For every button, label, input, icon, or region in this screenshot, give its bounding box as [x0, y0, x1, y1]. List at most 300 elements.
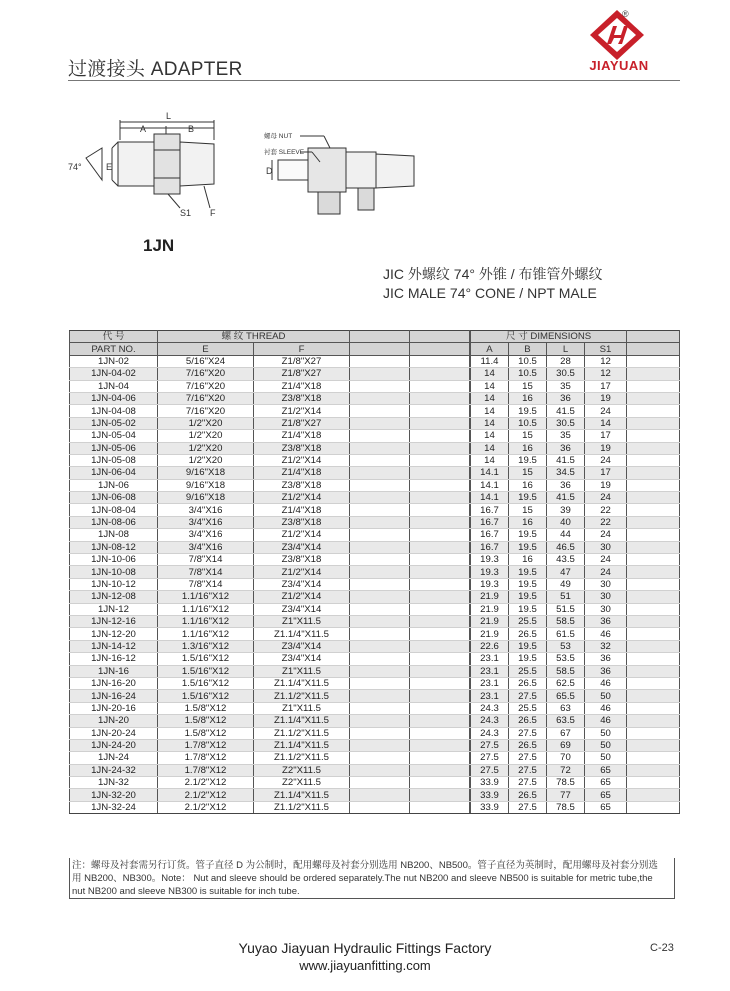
thread-f-cell: Z3/8"X18 [254, 392, 350, 404]
dim-l-cell: 41.5 [547, 492, 585, 504]
dim-a-cell: 27.5 [471, 739, 509, 751]
dim-s1-cell: 36 [585, 665, 627, 677]
part-no-cell: 1JN-05-02 [70, 417, 158, 429]
dim-a-cell: 19.3 [471, 578, 509, 590]
dim-l-cell: 53 [547, 640, 585, 652]
thread-f-cell: Z1/4"X18 [254, 467, 350, 479]
thread-e-cell: 9/16"X18 [158, 492, 254, 504]
dim-b-cell: 19.5 [509, 603, 547, 615]
empty-cell [410, 566, 470, 578]
thread-f-cell: Z1.1/2"X11.5 [254, 752, 350, 764]
empty-cell [350, 368, 410, 380]
empty-cell [410, 554, 470, 566]
table-row [70, 578, 680, 590]
empty-cell [410, 442, 470, 454]
part-no-cell: 1JN-24-20 [70, 739, 158, 751]
part-no-cell: 1JN-02 [70, 355, 158, 367]
dim-b-cell: 26.5 [509, 739, 547, 751]
empty-cell [627, 801, 680, 813]
empty-cell [350, 715, 410, 727]
part-no-cell: 1JN-12-08 [70, 591, 158, 603]
note-line-1: 注：螺母及衬套需另行订货。管子直径 D 为公制时，配用螺母及衬套分别选用 NB200、NB500。管子直径为英制时，配用螺母及衬套分别选 [72, 860, 658, 871]
dim-s1-label: S1 [180, 208, 192, 218]
thread-f-cell: Z1/2"X14 [254, 566, 350, 578]
thread-f-cell: Z1.1/4"X11.5 [254, 739, 350, 751]
table-row [70, 777, 680, 789]
part-no-cell: 1JN-08-04 [70, 504, 158, 516]
table-row [70, 752, 680, 764]
col-l-header: L [547, 343, 585, 355]
dim-s1-cell: 12 [585, 368, 627, 380]
dim-l-cell: 47 [547, 566, 585, 578]
table-row [70, 392, 680, 404]
dim-s1-cell: 24 [585, 405, 627, 417]
dim-b-cell: 16 [509, 554, 547, 566]
thread-f-cell: Z1"X11.5 [254, 665, 350, 677]
empty-cell [627, 578, 680, 590]
dim-l-cell: 63 [547, 702, 585, 714]
dim-f-label: F [210, 208, 216, 218]
empty-cell [410, 516, 470, 528]
empty-cell [410, 665, 470, 677]
dim-l-cell: 53.5 [547, 653, 585, 665]
part-no-cell: 1JN-12-20 [70, 628, 158, 640]
dim-l-cell: 58.5 [547, 615, 585, 627]
header-rule [68, 80, 680, 81]
dim-b-cell: 15 [509, 430, 547, 442]
part-no-cell: 1JN-16-24 [70, 690, 158, 702]
dim-s1-cell: 30 [585, 591, 627, 603]
part-no-cell: 1JN-16-12 [70, 653, 158, 665]
thread-f-cell: Z3/8"X18 [254, 516, 350, 528]
dim-l-cell: 41.5 [547, 454, 585, 466]
model-code: 1JN [143, 236, 175, 255]
thread-e-cell: 7/8"X14 [158, 566, 254, 578]
empty-cell [350, 578, 410, 590]
empty-cell [410, 653, 470, 665]
table-row [70, 615, 680, 627]
empty-cell [627, 566, 680, 578]
table-row [70, 603, 680, 615]
empty-cell [410, 640, 470, 652]
table-row [70, 628, 680, 640]
empty-cell [350, 640, 410, 652]
thread-f-cell: Z1.1/2"X11.5 [254, 801, 350, 813]
thread-f-cell: Z1/2"X14 [254, 405, 350, 417]
part-no-cell: 1JN-32 [70, 777, 158, 789]
thread-e-cell: 1.7/8"X12 [158, 764, 254, 776]
part-no-cell: 1JN-06-08 [70, 492, 158, 504]
empty-cell [410, 578, 470, 590]
dim-b-cell: 19.5 [509, 578, 547, 590]
table-row [70, 380, 680, 392]
table-row [70, 801, 680, 813]
thread-e-cell: 3/4"X16 [158, 541, 254, 553]
dim-a-cell: 14 [471, 430, 509, 442]
nut-label: 螺母 NUT [264, 133, 293, 140]
dim-l-cell: 62.5 [547, 677, 585, 689]
part-no-cell: 1JN-05-08 [70, 454, 158, 466]
dim-b-cell: 27.5 [509, 777, 547, 789]
thread-e-cell: 1.7/8"X12 [158, 739, 254, 751]
empty-cell [627, 764, 680, 776]
dim-a-cell: 16.7 [471, 541, 509, 553]
thread-e-cell: 1.5/16"X12 [158, 653, 254, 665]
col-s1-header: S1 [585, 343, 627, 355]
thread-f-cell: Z3/8"X18 [254, 442, 350, 454]
empty-cell [410, 504, 470, 516]
col-e-header: E [158, 343, 254, 355]
empty-cell [350, 467, 410, 479]
empty-cell [627, 430, 680, 442]
thread-f-cell: Z1/8"X27 [254, 417, 350, 429]
part-no-cell: 1JN-06-04 [70, 467, 158, 479]
thread-e-cell: 1.5/8"X12 [158, 702, 254, 714]
empty-cell [350, 628, 410, 640]
thread-f-cell: Z1/2"X14 [254, 454, 350, 466]
table-row [70, 479, 680, 491]
table-row [70, 727, 680, 739]
part-no-cell: 1JN-04 [70, 380, 158, 392]
note-line-2: 用 NB200、NB300。Note： Nut and sleeve should be ordered separately.The nut NB200 and sleeve NB500 is suitable for metric tube,the [72, 873, 653, 884]
empty-cell [627, 492, 680, 504]
empty-cell [350, 702, 410, 714]
empty-cell [410, 392, 470, 404]
table-row [70, 764, 680, 776]
dim-s1-cell: 17 [585, 467, 627, 479]
dim-a-cell: 21.9 [471, 615, 509, 627]
dim-l-cell: 51 [547, 591, 585, 603]
thread-f-cell: Z1.1/4"X11.5 [254, 715, 350, 727]
dim-b-cell: 27.5 [509, 752, 547, 764]
thread-f-cell: Z3/4"X14 [254, 578, 350, 590]
table-row [70, 504, 680, 516]
part-no-cell: 1JN-32-24 [70, 801, 158, 813]
table-row [70, 690, 680, 702]
empty-cell [410, 541, 470, 553]
dim-l-label: L [166, 111, 172, 121]
empty-cell [350, 801, 410, 813]
dim-s1-cell: 24 [585, 492, 627, 504]
dim-s1-cell: 17 [585, 380, 627, 392]
thread-f-cell: Z1/4"X18 [254, 380, 350, 392]
table-row [70, 467, 680, 479]
thread-e-cell: 1/2"X20 [158, 430, 254, 442]
dim-a-cell: 16.7 [471, 529, 509, 541]
thread-e-cell: 1.5/16"X12 [158, 690, 254, 702]
empty-cell [410, 777, 470, 789]
empty-cell [627, 739, 680, 751]
dim-b-cell: 19.5 [509, 566, 547, 578]
dim-l-cell: 36 [547, 392, 585, 404]
part-no-cell: 1JN-24 [70, 752, 158, 764]
dim-l-cell: 58.5 [547, 665, 585, 677]
footer-website[interactable]: www.jiayuanfitting.com [299, 958, 431, 973]
dim-s1-cell: 30 [585, 541, 627, 553]
thread-e-cell: 7/16"X20 [158, 368, 254, 380]
dim-s1-cell: 65 [585, 789, 627, 801]
empty-cell [350, 603, 410, 615]
dim-s1-cell: 24 [585, 529, 627, 541]
dim-b-cell: 19.5 [509, 405, 547, 417]
table-header-row-1 [70, 331, 680, 343]
empty-cell [350, 405, 410, 417]
dim-a-cell: 14.1 [471, 479, 509, 491]
col-b-header: B [509, 343, 547, 355]
dim-b-cell: 25.5 [509, 665, 547, 677]
dim-l-cell: 36 [547, 442, 585, 454]
empty-cell [627, 677, 680, 689]
dim-s1-cell: 14 [585, 417, 627, 429]
thread-e-cell: 1.1/16"X12 [158, 615, 254, 627]
dim-l-cell: 69 [547, 739, 585, 751]
dim-b-cell: 19.5 [509, 529, 547, 541]
thread-f-cell: Z1.1/2"X11.5 [254, 690, 350, 702]
dim-a-cell: 21.9 [471, 603, 509, 615]
empty-cell [350, 739, 410, 751]
dim-l-cell: 65.5 [547, 690, 585, 702]
dim-a-cell: 22.6 [471, 640, 509, 652]
thread-e-cell: 3/4"X16 [158, 504, 254, 516]
dim-b-cell: 19.5 [509, 653, 547, 665]
dim-l-cell: 46.5 [547, 541, 585, 553]
empty-cell [627, 405, 680, 417]
dim-a-cell: 19.3 [471, 554, 509, 566]
thread-f-cell: Z1.1/4"X11.5 [254, 789, 350, 801]
thread-e-cell: 1.7/8"X12 [158, 752, 254, 764]
thread-f-cell: Z1/2"X14 [254, 529, 350, 541]
dim-s1-cell: 22 [585, 516, 627, 528]
table-row [70, 665, 680, 677]
part-no-cell: 1JN-06 [70, 479, 158, 491]
part-no-cell: 1JN-05-04 [70, 430, 158, 442]
dim-l-cell: 77 [547, 789, 585, 801]
empty-cell [410, 405, 470, 417]
empty-cell [410, 492, 470, 504]
thread-e-cell: 1/2"X20 [158, 454, 254, 466]
dim-b-cell: 27.5 [509, 764, 547, 776]
dim-s1-cell: 46 [585, 677, 627, 689]
part-no-cell: 1JN-20-24 [70, 727, 158, 739]
part-no-cell: 1JN-24-32 [70, 764, 158, 776]
table-row [70, 368, 680, 380]
table-row [70, 591, 680, 603]
thread-f-cell: Z1/8"X27 [254, 355, 350, 367]
footer-company: Yuyao Jiayuan Hydraulic Fittings Factory [238, 940, 492, 956]
empty-cell [627, 715, 680, 727]
dim-b-cell: 26.5 [509, 628, 547, 640]
dim-a-cell: 14 [471, 368, 509, 380]
thread-e-cell: 3/4"X16 [158, 529, 254, 541]
dim-a-cell: 33.9 [471, 777, 509, 789]
dim-a-cell: 14.1 [471, 467, 509, 479]
dim-a-cell: 14 [471, 417, 509, 429]
table-row [70, 566, 680, 578]
dim-b-cell: 16 [509, 392, 547, 404]
dim-a-cell: 23.1 [471, 690, 509, 702]
empty-cell [627, 727, 680, 739]
table-row [70, 541, 680, 553]
empty-cell [627, 640, 680, 652]
dim-s1-cell: 50 [585, 739, 627, 751]
dim-a-cell: 21.9 [471, 628, 509, 640]
empty-cell [410, 789, 470, 801]
empty-cell [410, 739, 470, 751]
empty-cell [350, 677, 410, 689]
dim-l-cell: 34.5 [547, 467, 585, 479]
empty-cell [410, 752, 470, 764]
part-no-cell: 1JN-14-12 [70, 640, 158, 652]
part-no-cell: 1JN-20-16 [70, 702, 158, 714]
dim-s1-cell: 46 [585, 628, 627, 640]
dim-s1-cell: 36 [585, 615, 627, 627]
dim-b-cell: 19.5 [509, 492, 547, 504]
angle-label: 74° [68, 162, 82, 172]
empty-cell [410, 764, 470, 776]
thread-f-cell: Z1/2"X14 [254, 591, 350, 603]
thread-f-cell: Z1.1/4"X11.5 [254, 628, 350, 640]
part-no-cell: 1JN-16 [70, 665, 158, 677]
dim-l-cell: 78.5 [547, 777, 585, 789]
empty-cell [350, 380, 410, 392]
dim-a-cell: 24.3 [471, 715, 509, 727]
dim-l-cell: 36 [547, 479, 585, 491]
empty-cell [627, 603, 680, 615]
thread-e-cell: 9/16"X18 [158, 467, 254, 479]
part-no-cell: 1JN-08-12 [70, 541, 158, 553]
thread-f-cell: Z2"X11.5 [254, 764, 350, 776]
part-no-header: PART NO. [70, 343, 158, 355]
empty-cell [627, 591, 680, 603]
dim-l-cell: 35 [547, 430, 585, 442]
empty-cell [410, 603, 470, 615]
empty-cell [410, 591, 470, 603]
dim-s1-cell: 50 [585, 690, 627, 702]
dim-s1-cell: 19 [585, 479, 627, 491]
part-no-cell: 1JN-08-06 [70, 516, 158, 528]
dim-a-cell: 19.3 [471, 566, 509, 578]
table-row [70, 417, 680, 429]
table-row [70, 739, 680, 751]
empty-cell [410, 702, 470, 714]
dim-b-cell: 26.5 [509, 789, 547, 801]
part-no-cell: 1JN-04-02 [70, 368, 158, 380]
part-no-cell: 1JN-32-20 [70, 789, 158, 801]
empty-cell [350, 653, 410, 665]
col-f-header: F [254, 343, 350, 355]
empty-cell [350, 615, 410, 627]
empty-cell [350, 690, 410, 702]
part-no-cell: 1JN-10-08 [70, 566, 158, 578]
empty-cell [627, 690, 680, 702]
part-no-cell: 1JN-12-16 [70, 615, 158, 627]
dim-s1-cell: 65 [585, 801, 627, 813]
table-row [70, 492, 680, 504]
thread-e-cell: 7/16"X20 [158, 405, 254, 417]
brand-name: JIAYUAN [589, 58, 649, 73]
empty-cell [627, 615, 680, 627]
thread-f-cell: Z3/4"X14 [254, 603, 350, 615]
dim-a-cell: 27.5 [471, 752, 509, 764]
part-no-cell: 1JN-08 [70, 529, 158, 541]
dim-l-cell: 28 [547, 355, 585, 367]
part-no-cell: 1JN-10-12 [70, 578, 158, 590]
subtitle-en: JIC MALE 74° CONE / NPT MALE [383, 285, 597, 301]
table-row [70, 442, 680, 454]
dim-b-cell: 19.5 [509, 591, 547, 603]
part-no-cell: 1JN-04-06 [70, 392, 158, 404]
fitting-technical-drawing [68, 108, 448, 228]
part-no-cell: 1JN-04-08 [70, 405, 158, 417]
empty-cell [410, 529, 470, 541]
thread-e-cell: 1.1/16"X12 [158, 591, 254, 603]
empty-cell [410, 417, 470, 429]
empty-cell [350, 777, 410, 789]
table-row [70, 430, 680, 442]
empty-cell [350, 529, 410, 541]
dim-a-cell: 14 [471, 380, 509, 392]
empty-cell [350, 442, 410, 454]
thread-f-cell: Z3/4"X14 [254, 640, 350, 652]
dimensions-table [69, 330, 680, 814]
table-header-row-2 [70, 343, 680, 355]
thread-e-cell: 7/16"X20 [158, 392, 254, 404]
empty-cell [410, 454, 470, 466]
dim-b-cell: 27.5 [509, 801, 547, 813]
table-row [70, 529, 680, 541]
page-header-title: 过渡接头 ADAPTER [68, 59, 243, 80]
thread-header: 螺 纹 THREAD [158, 331, 350, 343]
dim-a-cell: 23.1 [471, 677, 509, 689]
thread-f-cell: Z2"X11.5 [254, 777, 350, 789]
empty-cell [410, 355, 470, 367]
dim-l-cell: 44 [547, 529, 585, 541]
dim-s1-cell: 19 [585, 392, 627, 404]
dim-l-cell: 30.5 [547, 368, 585, 380]
dim-l-cell: 67 [547, 727, 585, 739]
dim-l-cell: 41.5 [547, 405, 585, 417]
thread-e-cell: 7/8"X14 [158, 578, 254, 590]
thread-f-cell: Z1/2"X14 [254, 492, 350, 504]
empty-cell [350, 789, 410, 801]
order-note [69, 858, 675, 899]
dim-b-cell: 19.5 [509, 541, 547, 553]
dim-b-cell: 27.5 [509, 727, 547, 739]
empty-cell [627, 752, 680, 764]
dim-s1-cell: 65 [585, 777, 627, 789]
empty-cell [627, 417, 680, 429]
dim-b-cell: 27.5 [509, 690, 547, 702]
thread-f-cell: Z3/4"X14 [254, 541, 350, 553]
dim-a-cell: 21.9 [471, 591, 509, 603]
empty-cell [410, 727, 470, 739]
dim-b-cell: 25.5 [509, 615, 547, 627]
dim-l-cell: 39 [547, 504, 585, 516]
dim-s1-cell: 46 [585, 702, 627, 714]
empty-cell [350, 665, 410, 677]
dim-b-cell: 10.5 [509, 417, 547, 429]
dim-s1-cell: 46 [585, 715, 627, 727]
dim-l-cell: 72 [547, 764, 585, 776]
empty-cell [627, 355, 680, 367]
empty-cell [410, 801, 470, 813]
table-row [70, 454, 680, 466]
thread-e-cell: 7/16"X20 [158, 380, 254, 392]
dim-s1-cell: 17 [585, 430, 627, 442]
dim-a-cell: 16.7 [471, 504, 509, 516]
dim-s1-cell: 24 [585, 554, 627, 566]
dim-l-cell: 30.5 [547, 417, 585, 429]
